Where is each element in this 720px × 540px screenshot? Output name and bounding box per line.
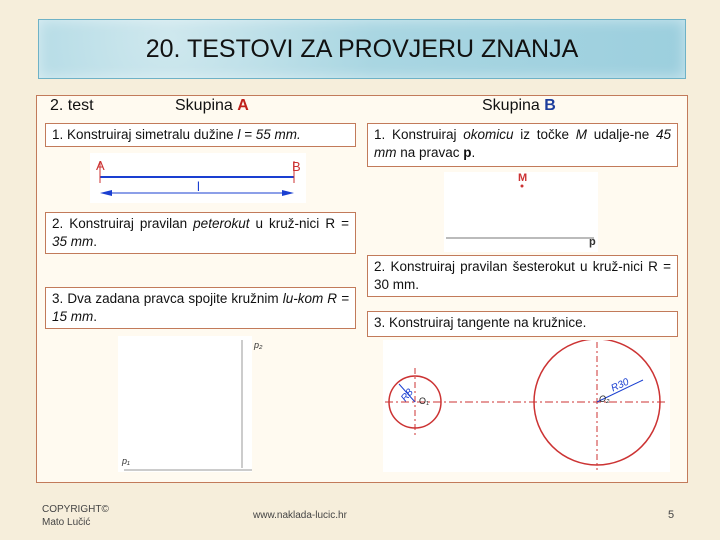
task-a2-mid: u kruž-nici R = bbox=[249, 216, 349, 231]
task-b1-point: M bbox=[575, 127, 587, 142]
test-label: 2. test bbox=[50, 97, 94, 114]
task-a2-post: . bbox=[93, 234, 98, 249]
group-a-letter: A bbox=[237, 97, 249, 114]
task-b3 bbox=[367, 311, 678, 337]
task-a1 bbox=[45, 123, 356, 147]
task-a3-post: . bbox=[93, 309, 98, 324]
group-b-letter: B bbox=[544, 97, 556, 114]
copyright-line2: Mato Lučić bbox=[42, 517, 91, 528]
task-a2-shape: peterokut bbox=[193, 216, 250, 231]
circles-drawing bbox=[383, 340, 670, 472]
task-a2-value: 35 mm bbox=[52, 234, 94, 249]
group-b-prefix: Skupina bbox=[482, 97, 545, 114]
figure-segment bbox=[90, 153, 306, 203]
task-b1-post: . bbox=[471, 145, 476, 160]
group-a-prefix: Skupina bbox=[175, 97, 238, 114]
segment-drawing bbox=[90, 153, 306, 203]
two-lines-drawing bbox=[118, 336, 252, 472]
task-a2-text: 2. Konstruiraj pravilan bbox=[52, 216, 194, 231]
arrow-left-icon bbox=[100, 190, 112, 196]
figure-circles bbox=[383, 340, 670, 472]
task-a1-text: 1. Konstruiraj simetralu dužine bbox=[52, 127, 238, 142]
group-b-header bbox=[482, 97, 556, 115]
label-b: B bbox=[292, 159, 301, 174]
figure-perpendicular bbox=[444, 172, 598, 252]
page-number: 5 bbox=[668, 509, 675, 521]
task-b1-mid3: na pravac bbox=[396, 145, 464, 160]
task-b2 bbox=[367, 255, 678, 297]
arrow-right-icon bbox=[282, 190, 294, 196]
label-p: p bbox=[589, 236, 596, 248]
label-p1: p₁ bbox=[122, 456, 130, 466]
perpendicular-drawing bbox=[444, 172, 598, 252]
figure-two-lines bbox=[118, 336, 263, 472]
label-m: M bbox=[518, 172, 528, 184]
task-b1-line: p bbox=[463, 145, 472, 160]
task-b1-text: 1. Konstruiraj bbox=[374, 127, 464, 142]
label-l: l bbox=[197, 179, 200, 194]
label-r30: R30 bbox=[609, 376, 631, 395]
task-b1-em: okomicu bbox=[463, 127, 514, 142]
task-a2 bbox=[45, 212, 356, 254]
slide-title: 20. TESTOVI ZA PROVJERU ZNANJA bbox=[38, 19, 686, 79]
task-a3 bbox=[45, 287, 356, 329]
point-m bbox=[521, 185, 524, 188]
task-b1-value: 45 mm bbox=[374, 127, 671, 160]
task-b1-mid2: udalje-ne bbox=[586, 127, 656, 142]
label-o1: O₁ bbox=[419, 396, 430, 406]
task-b1-mid: iz točke bbox=[513, 127, 576, 142]
label-p2: p₂ bbox=[254, 340, 263, 350]
task-b3-text: 3. Konstruiraj tangente na kružnice. bbox=[374, 315, 587, 330]
task-a1-value: = 55 mm. bbox=[240, 127, 301, 142]
task-a3-text: 3. Dva zadana pravca spojite kružnim bbox=[52, 291, 283, 306]
group-a-header bbox=[175, 97, 249, 115]
task-a1-var: l bbox=[237, 127, 241, 142]
copyright bbox=[42, 503, 109, 529]
label-o2: O₂ bbox=[599, 394, 610, 404]
task-b2-text: 2. Konstruiraj pravilan šesterokut u kruž-nici R = 30 mm. bbox=[374, 259, 671, 292]
task-b1 bbox=[367, 123, 678, 167]
footer-url[interactable]: www.naklada-lucic.hr bbox=[253, 510, 347, 521]
label-r8: R8 bbox=[399, 387, 416, 404]
copyright-line1: COPYRIGHT© bbox=[42, 504, 109, 515]
label-a: A bbox=[96, 158, 105, 173]
task-a3-value: lu-kom R = 15 mm bbox=[52, 291, 349, 324]
